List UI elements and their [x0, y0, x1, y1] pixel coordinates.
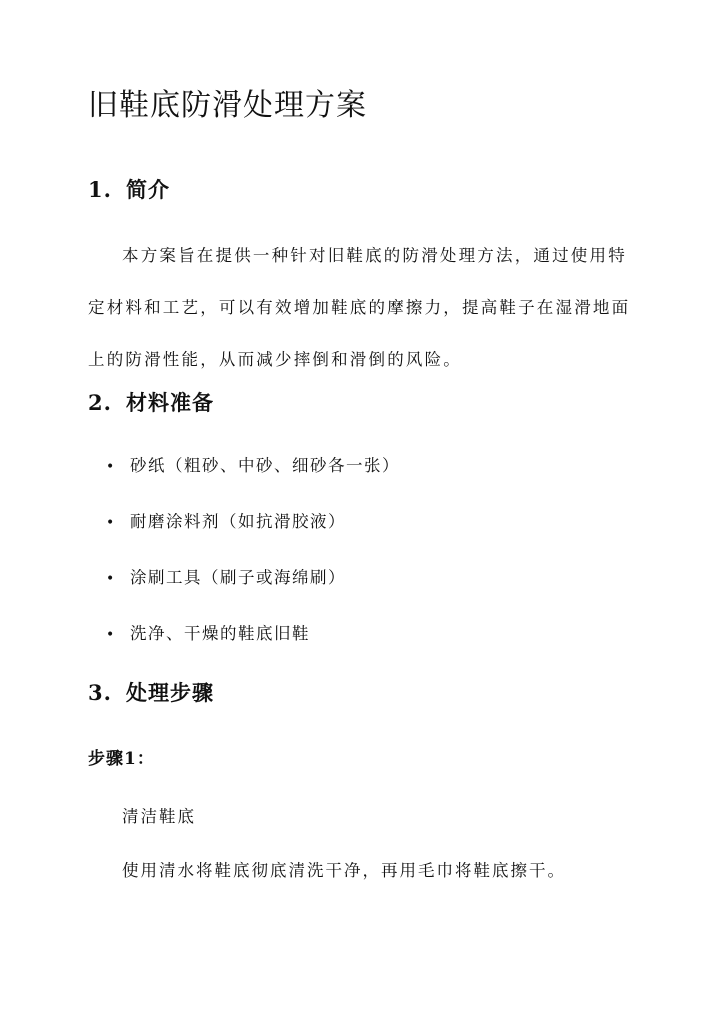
section-number: 2. — [88, 390, 112, 415]
list-item — [106, 448, 400, 504]
document-title: 旧鞋底防滑处理方案 — [88, 88, 367, 123]
bullet-icon: • — [106, 627, 116, 643]
list-item-text: 洗净、干燥的鞋底旧鞋 — [130, 624, 310, 643]
section-number: 3. — [88, 680, 112, 705]
section-title: 简介 — [126, 177, 170, 202]
list-item — [106, 504, 400, 560]
list-item-text: 涂刷工具（刷子或海绵刷） — [130, 568, 346, 587]
materials-list — [106, 448, 400, 672]
section-heading-materials — [88, 388, 214, 418]
list-item-text: 耐磨涂料剂（如抗滑胶液） — [130, 512, 346, 531]
step-title: 清洁鞋底 — [122, 807, 196, 826]
section-heading-intro — [88, 175, 170, 205]
list-item-text: 砂纸（粗砂、中砂、细砂各一张） — [130, 456, 400, 475]
bullet-icon: • — [106, 459, 116, 475]
section-heading-steps — [88, 678, 214, 708]
intro-paragraph: 本方案旨在提供一种针对旧鞋底的防滑处理方法，通过使用特定材料和工艺，可以有效增加鞋底的摩擦力，提高鞋子在湿滑地面上的防滑性能，从而减少摔倒和滑倒的风险。 — [88, 246, 631, 369]
step-description: 使用清水将鞋底彻底清洗干净，再用毛巾将鞋底擦干。 — [122, 861, 566, 880]
list-item — [106, 616, 400, 672]
section-number: 1. — [88, 177, 112, 202]
bullet-icon: • — [106, 571, 116, 587]
bullet-icon: • — [106, 515, 116, 531]
list-item — [106, 560, 400, 616]
section-title: 处理步骤 — [126, 680, 214, 705]
step-label: 步骤1： — [88, 749, 155, 769]
section-title: 材料准备 — [126, 390, 214, 415]
